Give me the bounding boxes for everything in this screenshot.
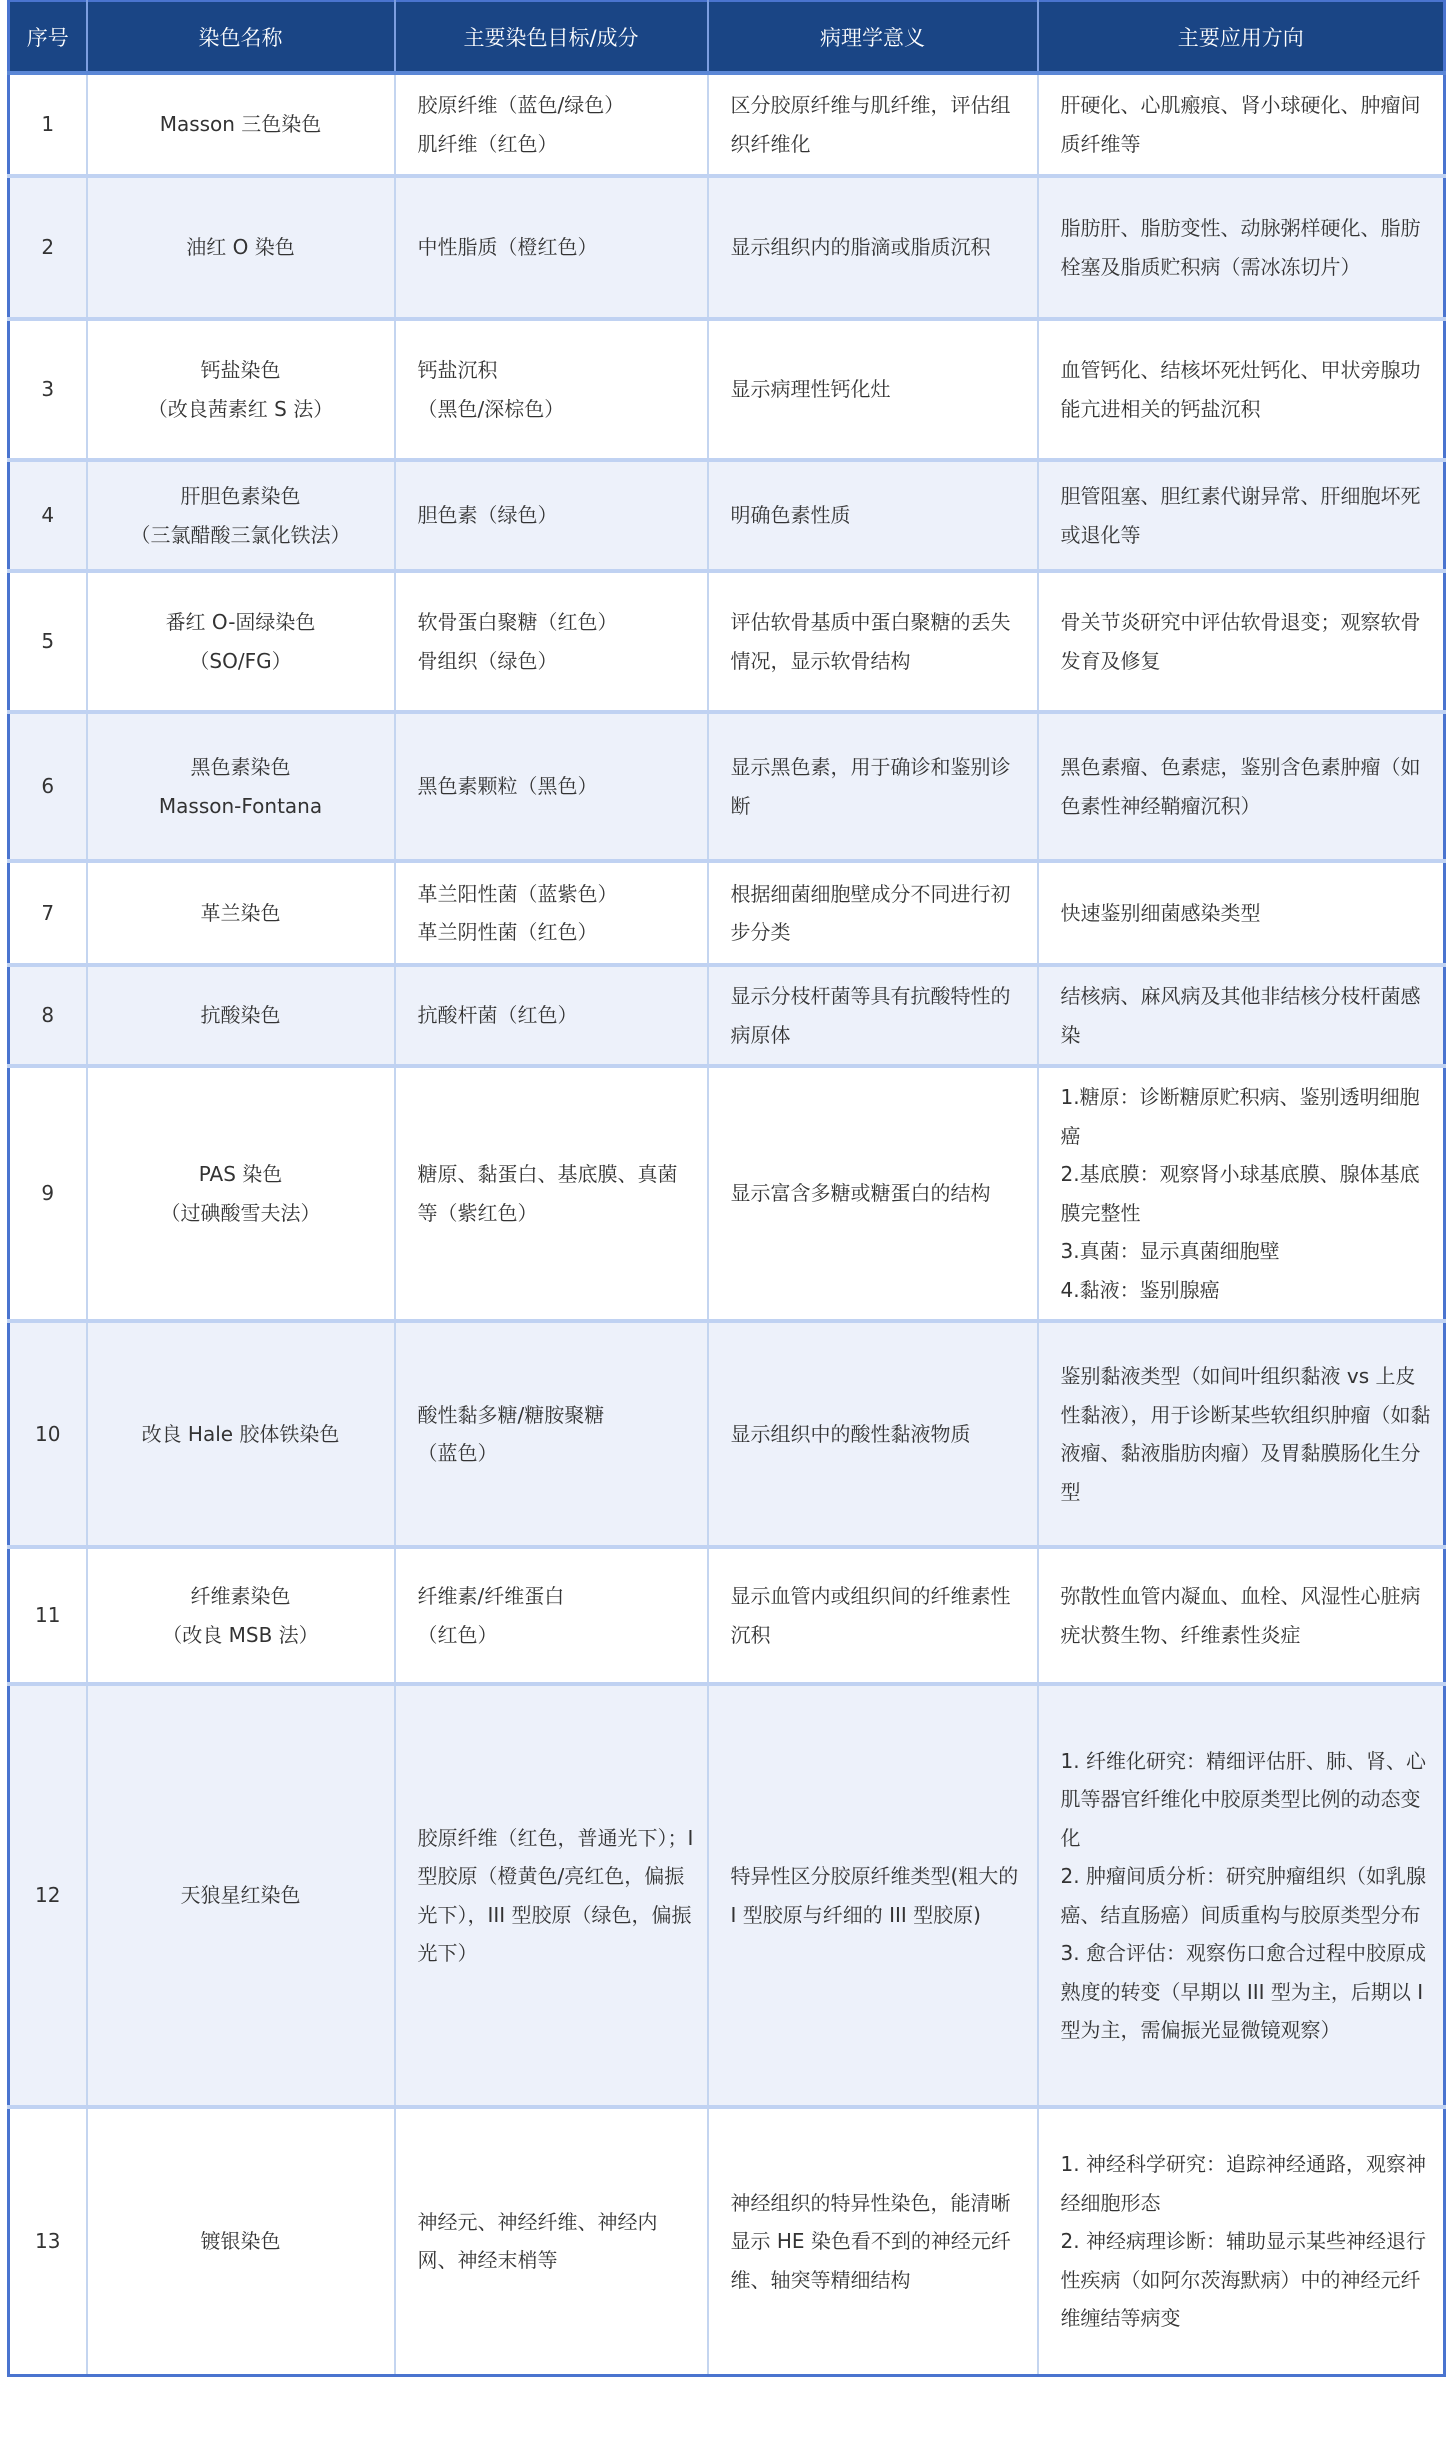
header-target: 主要染色目标/成分	[395, 1, 708, 73]
table-row	[9, 1066, 1445, 1321]
cell-stain-name	[87, 965, 395, 1066]
cell-stain-name	[87, 460, 395, 571]
table-row	[9, 2107, 1445, 2375]
target-line: 骨组织（绿色）	[417, 648, 558, 673]
cell-application	[1038, 861, 1445, 965]
cell-target	[395, 73, 708, 176]
cell-target	[395, 965, 708, 1066]
target-line: 胶原纤维（红色，普通光下）；I 型胶原（橙黄色/亮红色，偏振光下），III 型胶原（绿色，偏振光下）	[417, 1825, 694, 1965]
application-line: 结核病、麻风病及其他非结核分枝杆菌感染	[1060, 984, 1421, 1047]
cell-target	[395, 176, 708, 319]
cell-number: 7	[9, 861, 87, 965]
cell-number: 13	[9, 2107, 87, 2375]
cell-application	[1038, 1547, 1445, 1684]
cell-application	[1038, 1066, 1445, 1321]
stain-name-line: （三氯醋酸三氯化铁法）	[130, 522, 351, 547]
application-line: 鉴别黏液类型（如间叶组织黏液 vs 上皮性黏液），用于诊断某些软组织肿瘤（如黏液瘤、黏液脂肪肉瘤）及胃黏膜肠化生分型	[1060, 1364, 1431, 1504]
stain-name-line: Masson 三色染色	[159, 112, 322, 137]
cell-number: 2	[9, 176, 87, 319]
header-application: 主要应用方向	[1038, 1, 1445, 73]
cell-significance: 显示血管内或组织间的纤维素性沉积	[708, 1547, 1038, 1684]
stain-name-line: （过碘酸雪夫法）	[160, 1200, 321, 1225]
stain-name-line: Masson-Fontana	[158, 793, 323, 818]
cell-stain-name	[87, 176, 395, 319]
cell-significance: 根据细菌细胞壁成分不同进行初步分类	[708, 861, 1038, 965]
cell-number: 8	[9, 965, 87, 1066]
application-line: 3. 愈合评估：观察伤口愈合过程中胶原成熟度的转变（早期以 III 型为主，后期以 I 型为主，需偏振光显微镜观察）	[1060, 1941, 1426, 2042]
application-line: 3.真菌：显示真菌细胞壁	[1060, 1239, 1280, 1263]
application-line: 1.糖原：诊断糖原贮积病、鉴别透明细胞癌	[1060, 1085, 1420, 1148]
stain-name-line: 天狼星红染色	[180, 1883, 301, 1908]
stain-name-line: PAS 染色	[198, 1162, 283, 1186]
cell-stain-name	[87, 1066, 395, 1321]
cell-application	[1038, 2107, 1445, 2375]
cell-application	[1038, 319, 1445, 460]
target-line: 纤维素/纤维蛋白	[417, 1584, 565, 1608]
cell-target	[395, 571, 708, 712]
header-number: 序号	[9, 1, 87, 73]
cell-number: 6	[9, 712, 87, 861]
cell-application	[1038, 1684, 1445, 2107]
cell-significance: 评估软骨基质中蛋白聚糖的丢失情况，显示软骨结构	[708, 571, 1038, 712]
target-line: 钙盐沉积	[417, 358, 498, 382]
stain-name-line: （改良茜素红 S 法）	[147, 396, 334, 421]
cell-application	[1038, 73, 1445, 176]
stain-name-line: 番红 O-固绿染色	[165, 610, 316, 634]
stain-name-line: 黑色素染色	[190, 755, 291, 779]
cell-significance: 显示组织中的酸性黏液物质	[708, 1321, 1038, 1547]
cell-stain-name	[87, 1547, 395, 1684]
cell-stain-name	[87, 1684, 395, 2107]
application-line: 4.黏液：鉴别腺癌	[1060, 1277, 1220, 1302]
cell-stain-name	[87, 2107, 395, 2375]
target-line: 中性脂质（橙红色）	[417, 235, 598, 260]
table-row	[9, 965, 1445, 1066]
cell-application	[1038, 176, 1445, 319]
cell-number: 3	[9, 319, 87, 460]
table-header	[9, 1, 1445, 73]
target-line: 黑色素颗粒（黑色）	[417, 774, 598, 799]
table-body	[9, 73, 1445, 2375]
target-line: 糖原、黏蛋白、基底膜、真菌等（紫红色）	[417, 1162, 678, 1225]
stain-name-line: （SO/FG）	[189, 648, 292, 673]
cell-stain-name	[87, 571, 395, 712]
cell-number: 12	[9, 1684, 87, 2107]
staining-methods-table	[7, 0, 1446, 2377]
stain-name-line: （改良 MSB 法）	[162, 1622, 319, 1647]
cell-significance: 显示病理性钙化灶	[708, 319, 1038, 460]
table-row	[9, 1684, 1445, 2107]
application-line: 脂肪肝、脂肪变性、动脉粥样硬化、脂肪栓塞及脂质贮积病（需冰冻切片）	[1060, 216, 1421, 279]
cell-significance: 显示组织内的脂滴或脂质沉积	[708, 176, 1038, 319]
header-row	[9, 1, 1445, 73]
application-line: 肝硬化、心肌瘢痕、肾小球硬化、肿瘤间质纤维等	[1060, 93, 1421, 156]
table-row	[9, 1321, 1445, 1547]
target-line: 胶原纤维（蓝色/绿色）	[417, 93, 625, 117]
target-line: 软骨蛋白聚糖（红色）	[417, 610, 618, 634]
cell-significance: 神经组织的特异性染色，能清晰显示 HE 染色看不到的神经元纤维、轴突等精细结构	[708, 2107, 1038, 2375]
target-line: 胆色素（绿色）	[417, 503, 558, 528]
cell-target	[395, 712, 708, 861]
cell-target	[395, 1066, 708, 1321]
table-row	[9, 319, 1445, 460]
table-row	[9, 176, 1445, 319]
application-line: 快速鉴别细菌感染类型	[1060, 900, 1261, 925]
target-line: 抗酸杆菌（红色）	[417, 1003, 578, 1028]
cell-number: 9	[9, 1066, 87, 1321]
header-stain-name: 染色名称	[87, 1, 395, 73]
cell-application	[1038, 965, 1445, 1066]
cell-stain-name	[87, 712, 395, 861]
table-row	[9, 1547, 1445, 1684]
cell-stain-name	[87, 73, 395, 176]
cell-stain-name	[87, 319, 395, 460]
staining-table-container	[7, 0, 1443, 2377]
table-row	[9, 73, 1445, 176]
cell-number: 1	[9, 73, 87, 176]
target-line: （红色）	[417, 1622, 498, 1647]
cell-stain-name	[87, 1321, 395, 1547]
application-line: 1. 神经科学研究：追踪神经通路，观察神经细胞形态	[1060, 2152, 1426, 2215]
table-row	[9, 861, 1445, 965]
cell-significance: 显示分枝杆菌等具有抗酸特性的病原体	[708, 965, 1038, 1066]
stain-name-line: 抗酸染色	[200, 1003, 281, 1028]
stain-name-line: 肝胆色素染色	[180, 484, 301, 508]
application-line: 血管钙化、结核坏死灶钙化、甲状旁腺功能亢进相关的钙盐沉积	[1060, 358, 1421, 421]
application-line: 2. 肿瘤间质分析：研究肿瘤组织（如乳腺癌、结直肠癌）间质重构与胶原类型分布	[1060, 1864, 1426, 1927]
cell-application	[1038, 1321, 1445, 1547]
cell-application	[1038, 460, 1445, 571]
target-line: （蓝色）	[417, 1441, 498, 1465]
stain-name-line: 钙盐染色	[200, 358, 281, 382]
application-line: 黑色素瘤、色素痣，鉴别含色素肿瘤（如色素性神经鞘瘤沉积）	[1060, 755, 1421, 818]
cell-application	[1038, 571, 1445, 712]
cell-significance: 区分胶原纤维与肌纤维，评估组织纤维化	[708, 73, 1038, 176]
cell-number: 5	[9, 571, 87, 712]
cell-significance: 显示黑色素，用于确诊和鉴别诊断	[708, 712, 1038, 861]
target-line: 革兰阳性菌（蓝紫色）	[417, 881, 618, 906]
cell-target	[395, 1547, 708, 1684]
application-line: 骨关节炎研究中评估软骨退变；观察软骨发育及修复	[1060, 610, 1421, 673]
target-line: 神经元、神经纤维、神经内网、神经末梢等	[417, 2209, 658, 2273]
cell-target	[395, 460, 708, 571]
application-line: 弥散性血管内凝血、血栓、风湿性心脏病疣状赘生物、纤维素性炎症	[1060, 1584, 1421, 1647]
table-row	[9, 460, 1445, 571]
stain-name-line: 革兰染色	[200, 900, 281, 925]
table-row	[9, 571, 1445, 712]
cell-significance: 显示富含多糖或糖蛋白的结构	[708, 1066, 1038, 1321]
cell-significance: 明确色素性质	[708, 460, 1038, 571]
stain-name-line: 油红 O 染色	[186, 235, 295, 260]
table-row	[9, 712, 1445, 861]
target-line: 革兰阴性菌（红色）	[417, 920, 598, 944]
cell-number: 4	[9, 460, 87, 571]
target-line: （黑色/深棕色）	[417, 396, 565, 421]
application-line: 2.基底膜：观察肾小球基底膜、腺体基底膜完整性	[1060, 1162, 1420, 1225]
stain-name-line: 改良 Hale 胶体铁染色	[141, 1421, 340, 1446]
cell-target	[395, 1321, 708, 1547]
target-line: 酸性黏多糖/糖胺聚糖	[417, 1402, 605, 1427]
application-line: 胆管阻塞、胆红素代谢异常、肝细胞坏死或退化等	[1060, 484, 1421, 547]
cell-target	[395, 319, 708, 460]
cell-target	[395, 2107, 708, 2375]
application-line: 2. 神经病理诊断：辅助显示某些神经退行性疾病（如阿尔茨海默病）中的神经元纤维缠结等病变	[1060, 2229, 1426, 2330]
stain-name-line: 纤维素染色	[190, 1584, 291, 1608]
application-line: 1. 纤维化研究：精细评估肝、肺、肾、心肌等器官纤维化中胶原类型比例的动态变化	[1060, 1748, 1426, 1850]
cell-number: 10	[9, 1321, 87, 1547]
header-significance: 病理学意义	[708, 1, 1038, 73]
cell-target	[395, 861, 708, 965]
cell-significance: 特异性区分胶原纤维类型(粗大的 I 型胶原与纤细的 III 型胶原)	[708, 1684, 1038, 2107]
cell-stain-name	[87, 861, 395, 965]
cell-application	[1038, 712, 1445, 861]
cell-target	[395, 1684, 708, 2107]
target-line: 肌纤维（红色）	[417, 131, 558, 156]
stain-name-line: 镀银染色	[200, 2229, 281, 2253]
cell-number: 11	[9, 1547, 87, 1684]
